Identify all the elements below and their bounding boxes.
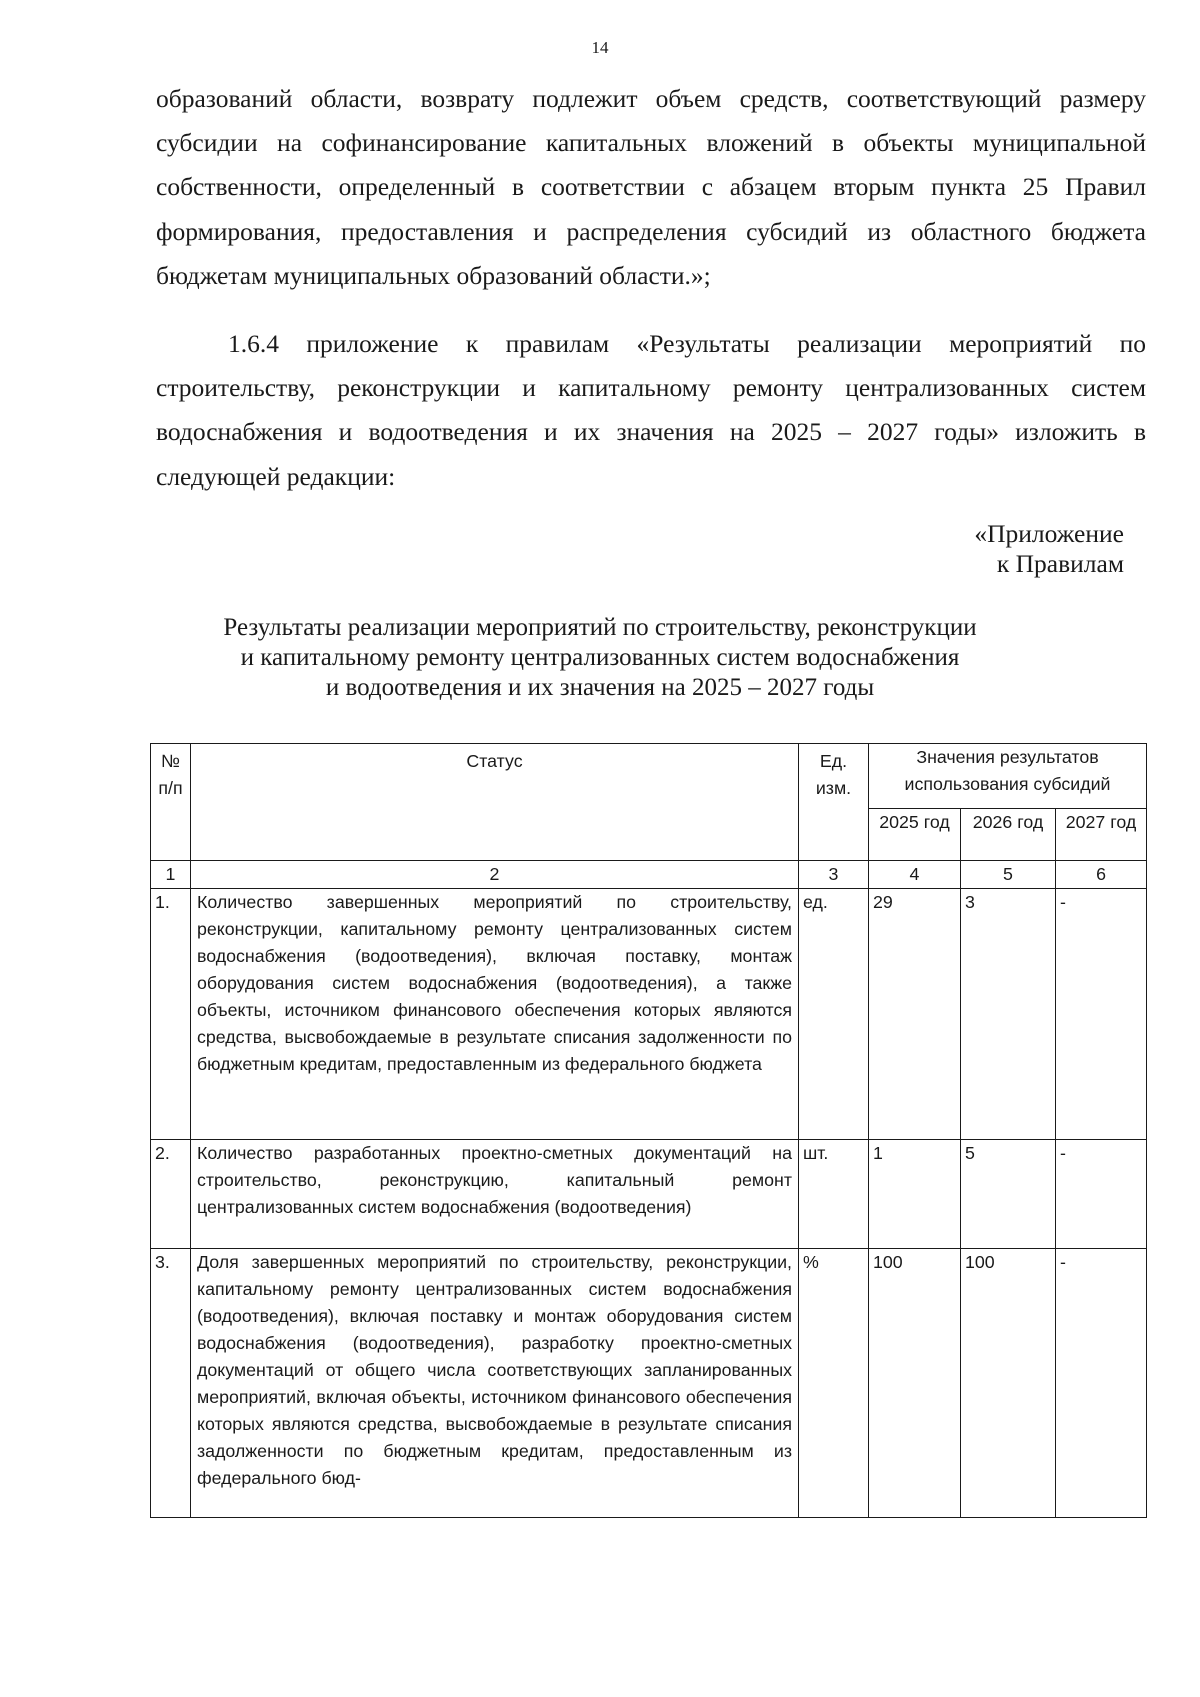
- paragraph-continuation: образований области, возврату подлежит объем средств, соответствующий размеру субсидии на софинансирование капитальных вложений в объекты муниципальной собственности, определенный в соответствии с абзацем вторым пункта 25 Правил формирования, предоставления и распределения субсидий из областного бюджета бюджетам муниципальных образований области.»;: [156, 84, 1146, 290]
- row-unit: шт.: [799, 1140, 869, 1249]
- row-value-2027: -: [1056, 889, 1147, 1140]
- table-title-line-2: и капитальному ремонту централизованных систем водоснабжения: [240, 644, 960, 671]
- row-value-2025: 29: [869, 889, 961, 1140]
- header-status: Статус: [191, 744, 799, 861]
- table-row: [151, 1249, 1147, 1518]
- row-value-2026: 5: [961, 1140, 1056, 1249]
- header-year-2025: 2025 год: [869, 809, 961, 861]
- row-number: 1.: [151, 889, 191, 1140]
- row-value-2027: -: [1056, 1140, 1147, 1249]
- header-values-group: Значения результатов использования субсидий: [869, 744, 1147, 809]
- appendix-line-2: к Правилам: [996, 549, 1124, 578]
- table-row: [151, 889, 1147, 1140]
- row-value-2026: 3: [961, 889, 1056, 1140]
- table-title-line-3: и водоотведения и их значения на 2025 – 2027 годы: [325, 674, 875, 701]
- row-status: Количество разработанных проектно-сметных документаций на строительство, реконструкцию, капитальный ремонт централизованных систем водоснабжения (водоотведения): [191, 1140, 799, 1249]
- appendix-heading: [974, 519, 1124, 579]
- header-num: № п/п: [151, 744, 191, 861]
- table-title-line-1: Результаты реализации мероприятий по строительству, реконструкции: [223, 614, 977, 641]
- row-status: Количество завершенных мероприятий по строительству, реконструкции, капитальному ремонту централизованных систем водоснабжения (водоотведения), включая поставку, монтаж оборудования систем водоснабжения (водоотведения), а также объекты, источником финансового обеспечения которых являются средства, высвобождаемые в результате списания задолженности по бюджетным кредитам, предоставленным из федерального бюджета: [191, 889, 799, 1140]
- header-year-2027: 2027 год: [1056, 809, 1147, 861]
- row-value-2027: -: [1056, 1249, 1147, 1518]
- row-unit: %: [799, 1249, 869, 1518]
- row-status: Доля завершенных мероприятий по строительству, реконструкции, капитальному ремонту централизованных систем водоснабжения (водоотведения), включая поставку и монтаж оборудования систем водоснабжения (водоотведения), разработку проектно-сметных документаций от общего числа соответствующих запланированных мероприятий, включая объекты, источником финансового обеспечения которых являются средства, высвобождаемые в результате списания задолженности по бюджетным кредитам, предоставленным из федерального бюд-: [191, 1249, 799, 1518]
- header-year-2026: 2026 год: [961, 809, 1056, 861]
- table-title: [0, 613, 1200, 703]
- column-number: 6: [1056, 861, 1147, 889]
- column-number: 4: [869, 861, 961, 889]
- results-table: [150, 743, 1147, 1518]
- row-value-2026: 100: [961, 1249, 1056, 1518]
- page-number: 14: [591, 38, 609, 57]
- header-unit: Ед. изм.: [799, 744, 869, 861]
- row-number: 2.: [151, 1140, 191, 1249]
- column-number: 1: [151, 861, 191, 889]
- table-row: [151, 1140, 1147, 1249]
- column-number-row: [151, 861, 1147, 889]
- paragraph-amendment: 1.6.4 приложение к правилам «Результаты реализации мероприятий по строительству, реконструкции и капитальному ремонту централизованных систем водоснабжения и водоотведения и их значения на 2025 – 2027 годы» изложить в следующей редакции:: [156, 329, 1146, 491]
- row-unit: ед.: [799, 889, 869, 1140]
- row-number: 3.: [151, 1249, 191, 1518]
- column-number: 3: [799, 861, 869, 889]
- appendix-line-1: «Приложение: [974, 519, 1124, 548]
- row-value-2025: 100: [869, 1249, 961, 1518]
- row-value-2025: 1: [869, 1140, 961, 1249]
- column-number: 2: [191, 861, 799, 889]
- column-number: 5: [961, 861, 1056, 889]
